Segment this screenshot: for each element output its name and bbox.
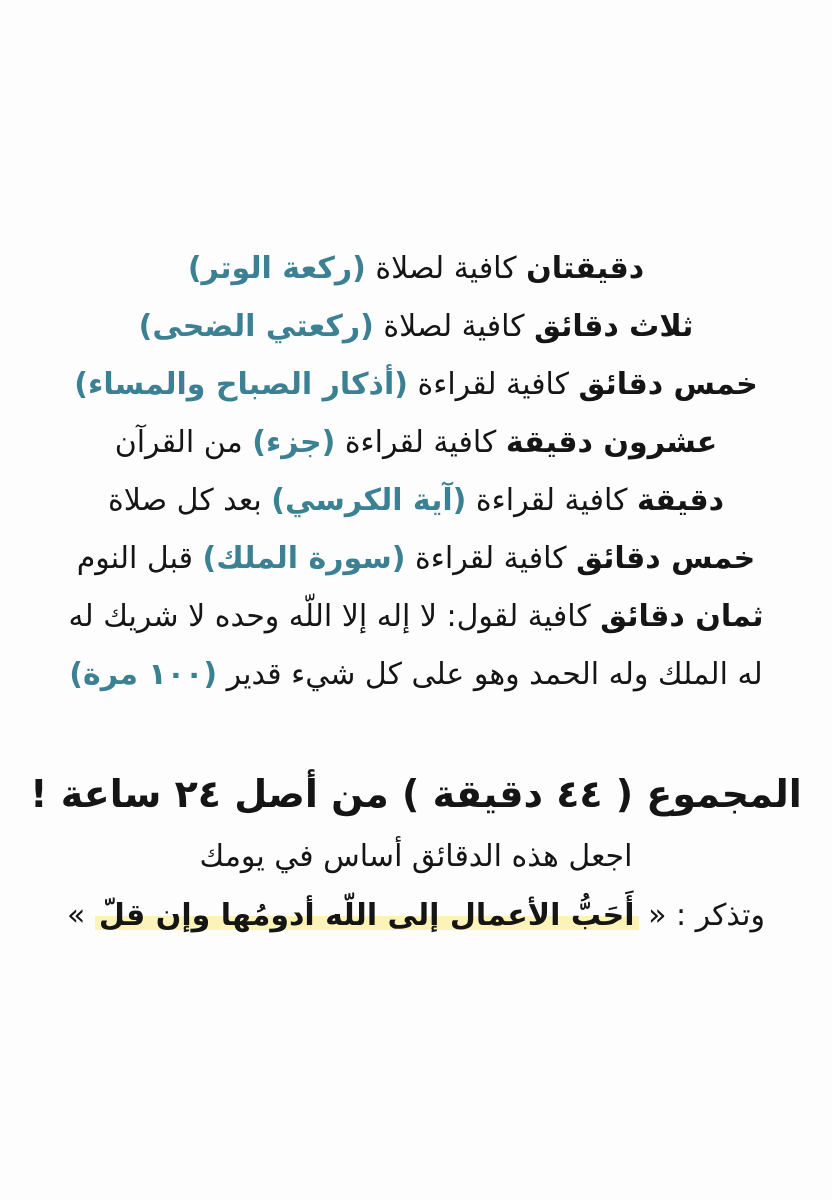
- reminder-line: [0, 888, 832, 944]
- list-item: [0, 298, 832, 356]
- line-text: كافية لقول:: [436, 599, 601, 634]
- list-item: [0, 472, 832, 530]
- line-tail: قبل النوم: [76, 541, 203, 576]
- line-text: له الملك وله الحمد وهو على كل شيء قدير: [217, 657, 763, 692]
- worship-item: (ركعة الوتر): [187, 251, 366, 286]
- minutes-list: [0, 240, 832, 704]
- hadith-quote: أَحَبُّ الأعمال إلى اللّه أدومُها وإن قلّ: [95, 898, 639, 933]
- worship-item: (آية الكرسي): [271, 483, 467, 518]
- reminder-prefix: وتذكر : «: [638, 898, 766, 933]
- list-item: [0, 588, 832, 646]
- duration: خمس دقائق: [578, 367, 758, 402]
- duration: خمس دقائق: [576, 541, 756, 576]
- list-item: [0, 240, 832, 298]
- line-text: كافية لقراءة: [405, 541, 577, 576]
- advice-text: اجعل هذه الدقائق أساس في يومك: [199, 839, 633, 874]
- duration: ثلاث دقائق: [534, 309, 694, 344]
- line-tail: لا إله إلا اللّه وحده لا شريك له: [68, 599, 437, 634]
- list-item: [0, 414, 832, 472]
- total-heading: المجموع ( ٤٤ دقيقة ) من أصل ٢٤ ساعة !: [30, 772, 802, 816]
- worship-item: (ركعتي الضحى): [138, 309, 374, 344]
- worship-item: (جزء): [252, 425, 336, 460]
- worship-item: (أذكار الصباح والمساء): [74, 367, 408, 402]
- line-text: كافية لصلاة: [373, 309, 535, 344]
- line-tail: بعد كل صلاة: [107, 483, 272, 518]
- duration: دقيقة: [636, 483, 725, 518]
- line-text: كافية لقراءة: [407, 367, 579, 402]
- list-item: [0, 646, 832, 704]
- list-item: [0, 356, 832, 414]
- line-tail: من القرآن: [114, 425, 253, 460]
- duration: ثمان دقائق: [600, 599, 764, 634]
- duration: دقيقتان: [526, 251, 645, 286]
- reminder-suffix: »: [66, 898, 95, 933]
- worship-item: (١٠٠ مرة): [69, 657, 218, 692]
- worship-item: (سورة الملك): [202, 541, 406, 576]
- list-item: [0, 530, 832, 588]
- line-text: كافية لقراءة: [335, 425, 506, 460]
- line-text: كافية لصلاة: [365, 251, 527, 286]
- duration: عشرون دقيقة: [505, 425, 718, 460]
- line-text: كافية لقراءة: [466, 483, 637, 518]
